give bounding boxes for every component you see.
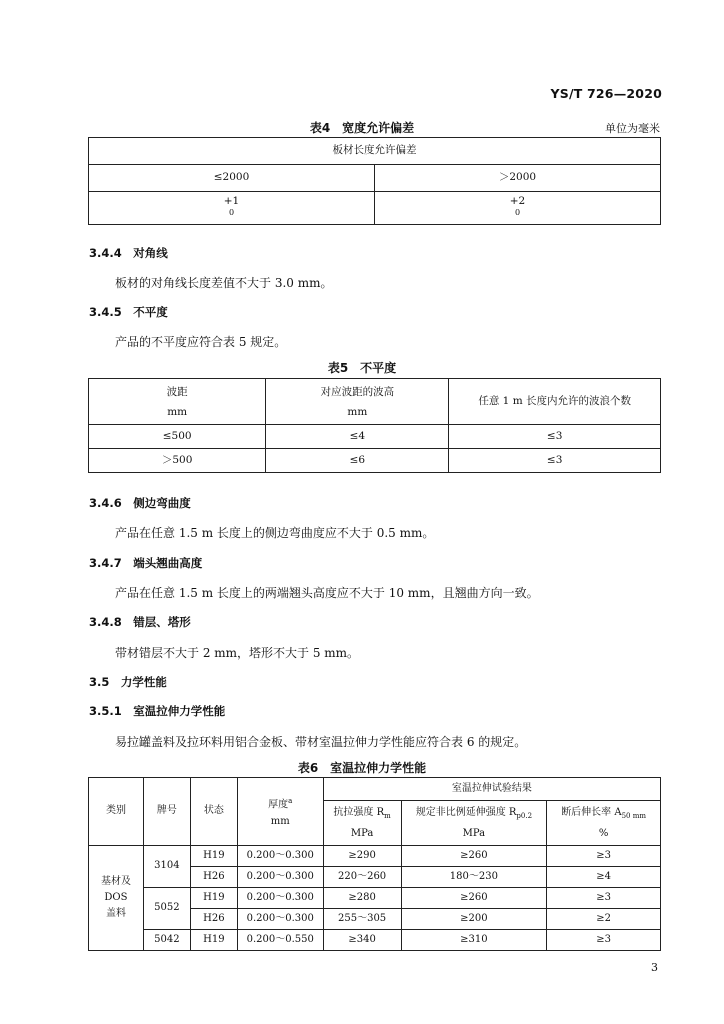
section-3-4-4-text: 板材的对角线长度差值不大于 3.0 mm。 xyxy=(115,276,333,290)
table4-unit: 单位为毫米 xyxy=(605,122,660,135)
section-3-4-5-heading: 3.4.5 不平度 xyxy=(89,305,168,319)
table6-cell: ≥3 xyxy=(547,846,661,867)
standard-number: YS/T 726—2020 xyxy=(550,86,662,101)
section-3-4-6-text: 产品在任意 1.5 m 长度上的侧边弯曲度应不大于 0.5 mm。 xyxy=(115,526,435,540)
table6-cell: 0.200～0.300 xyxy=(237,888,323,909)
table6-cell: H19 xyxy=(190,846,237,867)
table6-cell: 0.200～0.300 xyxy=(237,909,323,930)
table6-cell: ≥4 xyxy=(547,867,661,888)
table6-cell: ≥280 xyxy=(323,888,401,909)
table6-cell: ≥260 xyxy=(401,888,547,909)
table4-value1: +1 0 xyxy=(89,192,375,225)
table6-h-grade: 牌号 xyxy=(143,778,190,846)
page-number: 3 xyxy=(651,961,658,974)
table5-caption: 表5 不平度 xyxy=(327,361,397,375)
table6-h-rm: 抗拉强度 $R_m$ MPa xyxy=(323,801,401,846)
table6-caption: 表6 室温拉伸力学性能 xyxy=(297,761,427,775)
table6-cell: ≥3 xyxy=(547,930,661,951)
table6-cell: 0.200～0.550 xyxy=(237,930,323,951)
table5-cell: ≤4 xyxy=(266,425,449,449)
table6-h-category: 类别 xyxy=(89,778,144,846)
table6-grade-3104: 3104 xyxy=(143,846,190,888)
table6-cell: 0.200～0.300 xyxy=(237,846,323,867)
table6-h-rp: 规定非比例延伸强度 $R_{p0.2}$ MPa xyxy=(401,801,547,846)
table4-col2-header: ＞2000 xyxy=(375,165,661,192)
table6-h-group: 室温拉伸试验结果 xyxy=(323,778,660,801)
table6-cell: 255～305 xyxy=(323,909,401,930)
table4-value2: +2 0 xyxy=(375,192,661,225)
table4 xyxy=(88,137,661,225)
table5-cell: ≤3 xyxy=(449,449,661,473)
table5-cell: ＞500 xyxy=(89,449,266,473)
table6-cell: H26 xyxy=(190,909,237,930)
section-3-4-8-heading: 3.4.8 错层、塔形 xyxy=(89,615,191,629)
table6-cell: H19 xyxy=(190,930,237,951)
table6-cell: ≥340 xyxy=(323,930,401,951)
table6-h-temper: 状态 xyxy=(190,778,237,846)
table6-grade-5052: 5052 xyxy=(143,888,190,930)
table6-grade-5042: 5042 xyxy=(143,930,190,951)
table4-group-header: 板材长度允许偏差 xyxy=(89,138,661,165)
table5-cell: ≤3 xyxy=(449,425,661,449)
table5-h3: 任意 1 m 长度内允许的波浪个数 xyxy=(449,379,661,425)
section-3-4-6-heading: 3.4.6 侧边弯曲度 xyxy=(89,496,191,510)
table6-cell: H19 xyxy=(190,888,237,909)
table6-category: 基材及 DOS 盖料 xyxy=(89,846,144,951)
table5 xyxy=(88,378,661,473)
table6-cell: 0.200～0.300 xyxy=(237,867,323,888)
table6-cell: 220～260 xyxy=(323,867,401,888)
table6-cell: 180～230 xyxy=(401,867,547,888)
section-3-4-8-text: 带材错层不大于 2 mm，塔形不大于 5 mm。 xyxy=(115,646,360,660)
table6-cell: ≥2 xyxy=(547,909,661,930)
section-3-4-7-text: 产品在任意 1.5 m 长度上的两端翘头高度应不大于 10 mm，且翘曲方向一致。 xyxy=(115,586,539,600)
table5-h2: 对应波距的波高 mm xyxy=(266,379,449,425)
table6-cell: ≥290 xyxy=(323,846,401,867)
table6-h-a: 断后伸长率 $A_{50 mm}$ % xyxy=(547,801,661,846)
table6-cell: H26 xyxy=(190,867,237,888)
table6-h-thickness: 厚度$^a$ mm xyxy=(237,778,323,846)
table4-col1-header: ≤2000 xyxy=(89,165,375,192)
table4-caption: 表4 宽度允许偏差 xyxy=(309,121,415,135)
section-3-4-7-heading: 3.4.7 端头翘曲高度 xyxy=(89,556,203,570)
table6 xyxy=(88,777,661,951)
table6-cell: ≥260 xyxy=(401,846,547,867)
table6-cell: ≥200 xyxy=(401,909,547,930)
section-3-5-heading: 3.5 力学性能 xyxy=(89,675,167,689)
section-3-4-5-text: 产品的不平度应符合表 5 规定。 xyxy=(115,335,287,349)
table5-cell: ≤6 xyxy=(266,449,449,473)
section-3-5-1-text: 易拉罐盖料及拉环料用铝合金板、带材室温拉伸力学性能应符合表 6 的规定。 xyxy=(115,735,527,749)
section-3-5-1-heading: 3.5.1 室温拉伸力学性能 xyxy=(89,704,226,718)
table5-h1: 波距 mm xyxy=(89,379,266,425)
table6-cell: ≥3 xyxy=(547,888,661,909)
table5-cell: ≤500 xyxy=(89,425,266,449)
section-3-4-4-heading: 3.4.4 对角线 xyxy=(89,246,168,260)
table6-cell: ≥310 xyxy=(401,930,547,951)
